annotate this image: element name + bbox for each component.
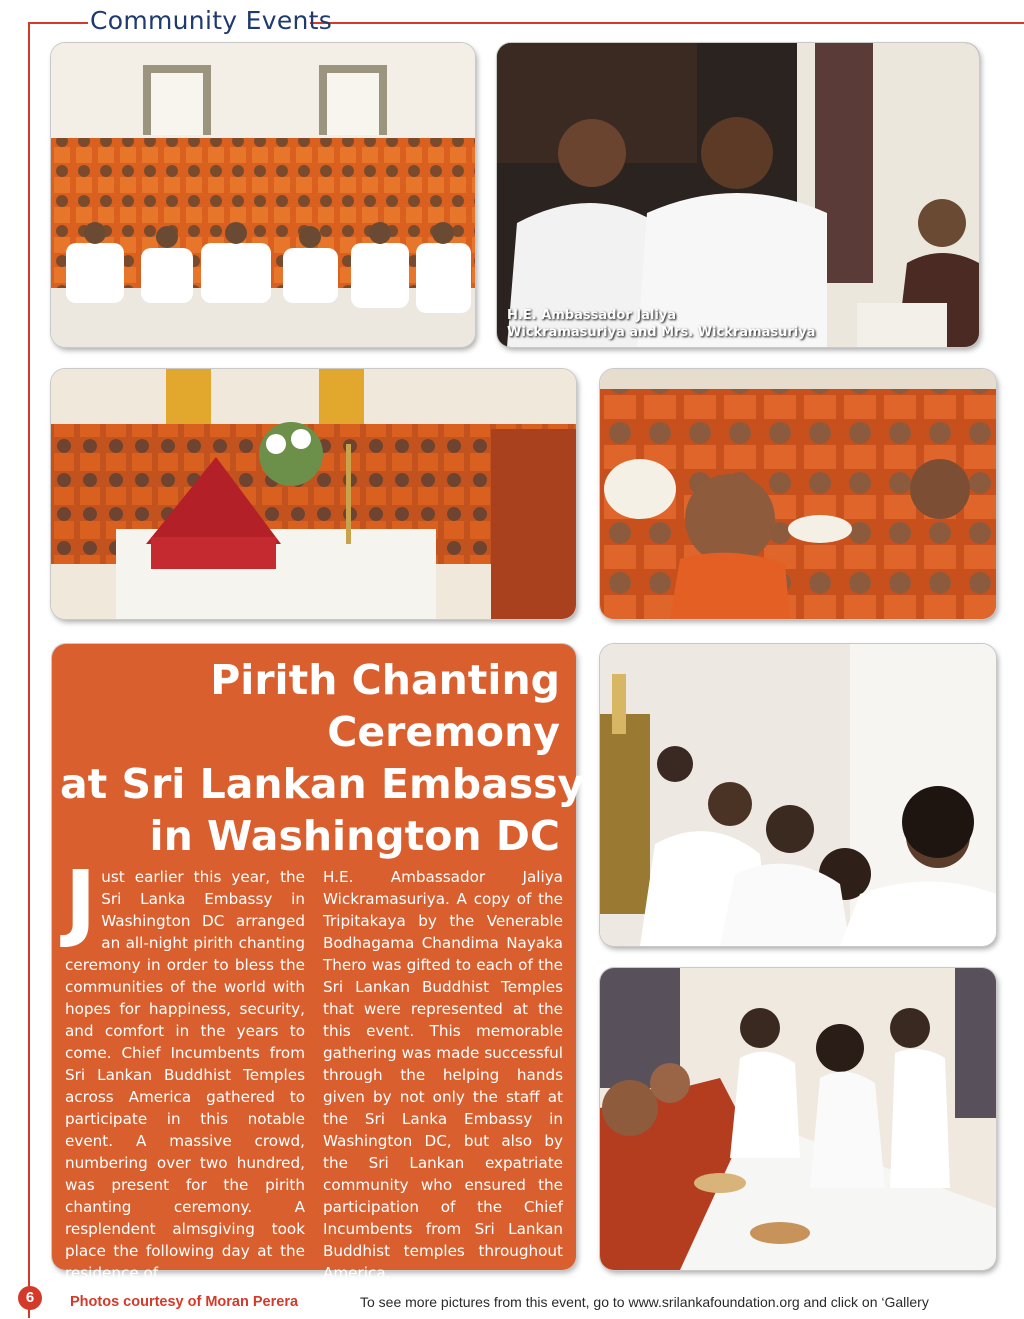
monks-photo bbox=[600, 369, 996, 619]
column-2-text: H.E. Ambassador Jaliya Wickramasuriya. A copy of the Tripitakaya by the Venerable Bodhagama Chandima Nayaka Thero was gifted to each of the Sri Lankan Buddhist Temples that were represented at the this event. This memorable gathering was made successful through the helping hands given by not only the staff at the Sri Lanka Embassy in Washington DC, but also by the Sri Lankan expatriate community who ensured the participation of the Chief Incumbents from Sri Lankan Buddhist temples throughout America. bbox=[323, 868, 563, 1282]
article-headline bbox=[60, 654, 585, 862]
caption-line-1: H.E. Ambassador Jaliya bbox=[507, 308, 677, 323]
section-title: Community Events bbox=[90, 6, 333, 35]
article-column-2 bbox=[323, 866, 563, 1284]
article-column-1 bbox=[65, 852, 305, 1284]
column-1-text: ust earlier this year, the Sri Lanka Embassy in Washington DC arranged an all-night pirith chanting ceremony in order to bless the communities of the world with hopes for happiness, security, and comfort in the years to come. Chief Incumbents from Sri Lankan Buddhist Temples across America gathered to participate in this notable event. A massive crowd, numbering over two hundred, was present for the pirith chanting ceremony. A resplendent almsgiving took place the following day at the residence of bbox=[65, 868, 305, 1282]
headline-line-3: at Sri Lankan Embassy bbox=[60, 760, 585, 808]
ambassador-photo-icon bbox=[497, 43, 979, 347]
drop-cap: J bbox=[65, 852, 97, 950]
worshippers-photo bbox=[600, 644, 996, 946]
section-rule bbox=[310, 22, 1024, 24]
photo-credit: Photos courtesy of Moran Perera bbox=[70, 1294, 299, 1310]
almsgiving-photo-icon bbox=[600, 968, 996, 1270]
group-photo-icon bbox=[51, 43, 475, 347]
article-panel bbox=[52, 644, 585, 1282]
page-number: 6 bbox=[18, 1286, 42, 1310]
ambassador-caption bbox=[507, 307, 815, 341]
almsgiving-photo bbox=[600, 968, 996, 1270]
headline-line-1: Pirith Chanting bbox=[210, 656, 560, 704]
section-rule-corner bbox=[28, 22, 88, 24]
monks-photo-icon bbox=[600, 369, 996, 619]
gallery-link-note: To see more pictures from this event, go to www.srilankafoundation.org and click on ‘Gallery bbox=[360, 1294, 929, 1310]
section-rule-left bbox=[28, 22, 30, 1318]
worshippers-photo-icon bbox=[600, 644, 996, 946]
headline-line-4: in Washington DC bbox=[149, 812, 560, 860]
group-photo bbox=[51, 43, 475, 347]
caption-line-2: Wickramasuriya and Mrs. Wickramasuriya bbox=[507, 325, 816, 340]
headline-line-2: Ceremony bbox=[327, 708, 560, 756]
ambassador-photo bbox=[497, 43, 979, 347]
altar-photo-icon bbox=[51, 369, 576, 619]
altar-photo bbox=[51, 369, 576, 619]
